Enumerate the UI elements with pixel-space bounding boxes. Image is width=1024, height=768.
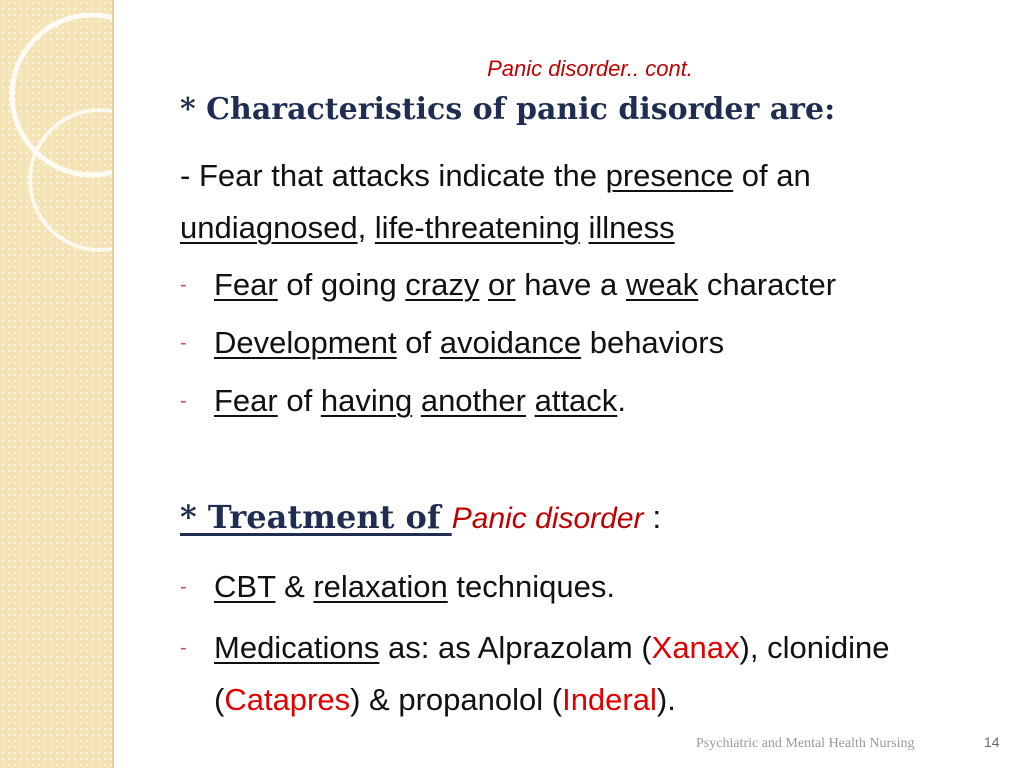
bullet-text: behaviors [581, 325, 725, 360]
drug-brand-name: Xanax [651, 630, 740, 665]
bullet-text: character [698, 267, 837, 302]
underlined-word: Development [214, 325, 397, 360]
fear-paragraph [180, 150, 1000, 254]
bullet-text: of [277, 383, 321, 418]
underlined-word: Medications [214, 630, 380, 665]
bullet-text: ). [656, 682, 676, 717]
underlined-word: relaxation [313, 569, 448, 604]
page-number: 14 [984, 734, 1000, 750]
bullet-text: ) & propanolol ( [350, 682, 563, 717]
sidebar-arcs-decoration [0, 0, 112, 768]
bullet-text [479, 267, 488, 302]
para-text: , [357, 210, 375, 245]
drug-brand-name: Inderal [562, 682, 657, 717]
para-text [580, 210, 589, 245]
para-text: of an [733, 158, 811, 193]
underlined-word: another [420, 383, 526, 418]
decorative-sidebar [0, 0, 114, 768]
underlined-word: having [320, 383, 413, 418]
list-item [180, 314, 1010, 372]
bullet-text: . [617, 383, 626, 418]
treatment-disorder-name: Panic disorder [451, 502, 644, 535]
para-underlined-word: life-threatening [374, 210, 580, 245]
bullet-text: techniques. [447, 569, 615, 604]
bullet-text: & [275, 569, 314, 604]
underlined-word: crazy [405, 267, 480, 302]
para-underlined-word: presence [605, 158, 734, 193]
list-item [180, 558, 1010, 616]
underlined-word: or [488, 267, 516, 302]
underlined-word: Fear [214, 267, 278, 302]
bullet-dash: - [180, 576, 187, 598]
para-dash: - [180, 158, 199, 193]
bullet-dash: - [180, 637, 187, 659]
bullet-dash: - [180, 390, 187, 412]
list-item [180, 256, 1010, 314]
bullet-text: of [396, 325, 440, 360]
characteristics-heading: * Characteristics of panic disorder are: [180, 92, 836, 127]
drug-brand-name: Catapres [224, 682, 351, 717]
bullet-text: as: as Alprazolam ( [379, 630, 652, 665]
treatment-heading [180, 498, 1010, 536]
underlined-word: avoidance [439, 325, 582, 360]
bullet-text: have a [515, 267, 626, 302]
list-item [180, 372, 1010, 430]
bullet-dash: - [180, 332, 187, 354]
bullet-text [412, 383, 421, 418]
para-underlined-word: illness [588, 210, 675, 245]
list-item [180, 622, 1010, 726]
underlined-word: Fear [214, 383, 278, 418]
bullet-dash: - [180, 274, 187, 296]
treatment-colon: : [643, 499, 662, 535]
underlined-word: CBT [214, 569, 276, 604]
para-underlined-word: undiagnosed [180, 210, 358, 245]
underlined-word: weak [625, 267, 699, 302]
bullet-text: ), clonidine ( [214, 630, 890, 717]
treatment-list [180, 558, 1010, 726]
bullet-text: of going [277, 267, 406, 302]
bullet-text [526, 383, 535, 418]
footer-course-title: Psychiatric and Mental Health Nursing [696, 736, 915, 751]
treatment-lead: * Treatment of [180, 498, 452, 536]
para-text: Fear that attacks indicate the [198, 158, 606, 193]
underlined-word: attack [534, 383, 618, 418]
slide-title: Panic disorder.. cont. [487, 56, 693, 81]
characteristics-list [180, 256, 1010, 430]
